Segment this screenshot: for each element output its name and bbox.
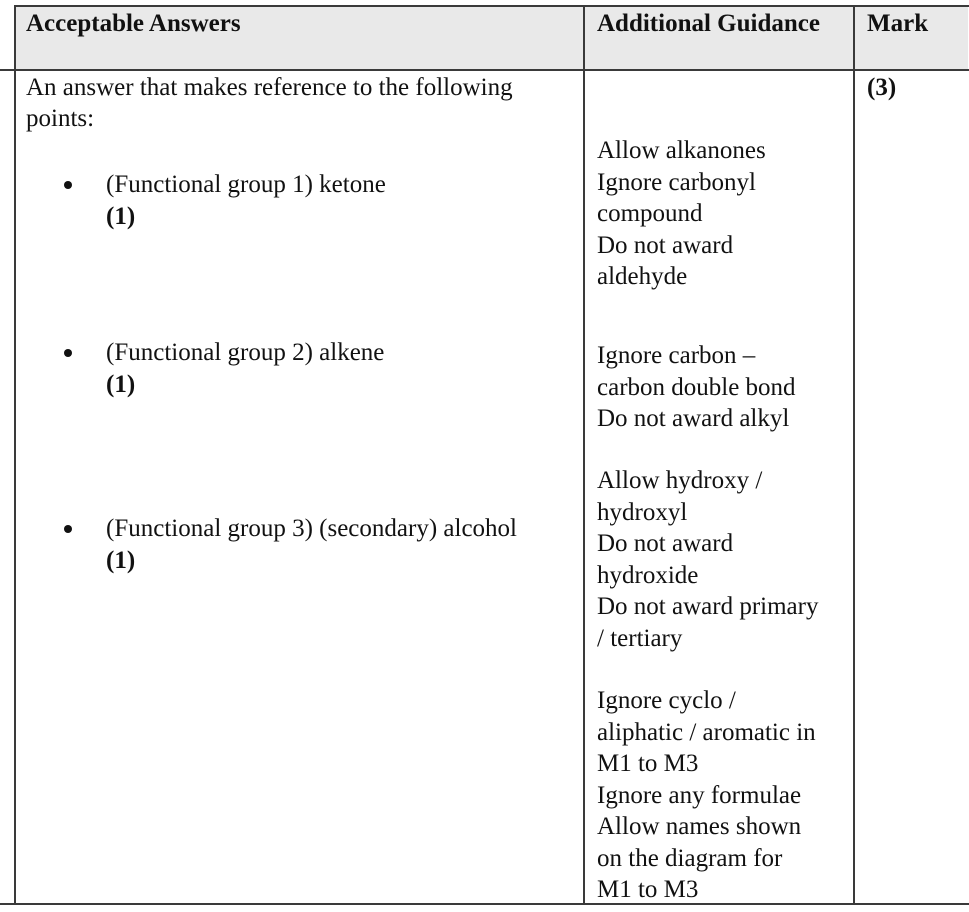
bullet-mark-alkene: (1) <box>106 371 136 398</box>
guidance-line: M1 to M3 <box>597 876 699 903</box>
guidance-block-alkene <box>597 340 796 435</box>
header-additional-guidance: Additional Guidance <box>597 10 820 37</box>
guidance-block-general <box>597 685 816 906</box>
bullet-text-alcohol: (Functional group 3) (secondary) alcohol <box>106 515 517 542</box>
guidance-line: hydroxide <box>597 561 699 589</box>
column-divider-guidance <box>583 5 585 905</box>
guidance-line: compound <box>597 200 703 227</box>
header-mark: Mark <box>867 10 929 37</box>
guidance-line: aliphatic / aromatic in <box>597 718 816 746</box>
guidance-line: Ignore carbon – <box>597 342 756 369</box>
guidance-line: M1 to M3 <box>597 750 699 777</box>
table-bottom-border <box>0 903 969 905</box>
bullet-icon <box>64 181 72 189</box>
guidance-line: / tertiary <box>597 624 683 652</box>
guidance-block-alcohol <box>597 465 818 654</box>
bullet-mark-alcohol: (1) <box>106 547 136 574</box>
total-mark: (3) <box>867 74 897 101</box>
guidance-line: aldehyde <box>597 263 688 290</box>
column-divider-mark <box>853 5 855 905</box>
intro-text-line1: An answer that makes reference to the following <box>26 74 513 101</box>
guidance-line: Allow hydroxy / <box>597 467 763 494</box>
bullet-icon <box>64 525 72 533</box>
guidance-line: Allow names shown <box>597 813 802 840</box>
guidance-block-ketone <box>597 135 766 293</box>
bullet-mark-ketone: (1) <box>106 203 136 230</box>
guidance-line: Do not award <box>597 231 734 259</box>
guidance-line: Ignore carbonyl <box>597 168 756 196</box>
guidance-line: Do not award alkyl <box>597 405 790 432</box>
guidance-line: Do not award primary <box>597 593 819 620</box>
guidance-line: Ignore cyclo / <box>597 687 736 714</box>
guidance-line: on the diagram for <box>597 844 783 872</box>
header-acceptable-answers: Acceptable Answers <box>26 10 241 37</box>
bullet-text-alkene: (Functional group 2) alkene <box>106 339 385 366</box>
guidance-line: Do not award <box>597 530 734 557</box>
guidance-line: hydroxyl <box>597 498 688 526</box>
table-left-border <box>14 5 16 905</box>
intro-text-line2: points: <box>26 105 95 132</box>
header-bottom-border <box>0 69 969 71</box>
bullet-icon <box>64 349 72 357</box>
guidance-line: Ignore any formulae <box>597 781 802 809</box>
guidance-line: carbon double bond <box>597 373 796 401</box>
bullet-text-ketone: (Functional group 1) ketone <box>106 171 386 198</box>
guidance-line: Allow alkanones <box>597 137 766 164</box>
table-top-border <box>14 5 969 7</box>
